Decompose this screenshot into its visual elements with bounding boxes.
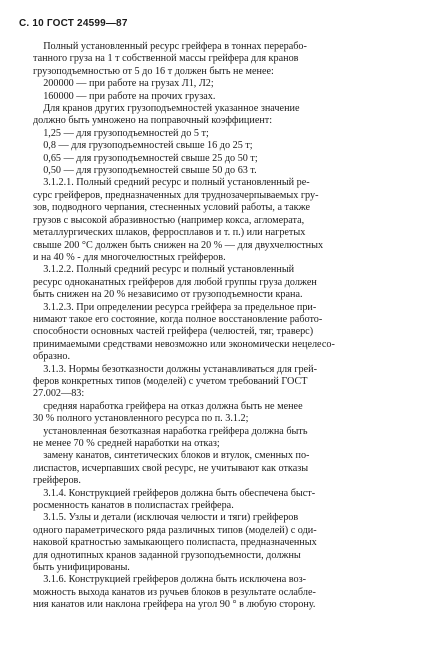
text-line: зов, подводного черпания, стесненных условий работы, а также (33, 202, 311, 214)
text-line: 160000 — при работе на прочих грузах. (33, 90, 216, 102)
text-line: свыше 200 °C должен быть снижен на 20 % — для двухчелюстных (33, 239, 324, 251)
text-line: росменность канатов в полиспастах грейфера. (33, 500, 234, 512)
text-line: 200000 — при работе на грузах Л1, Л2; (33, 78, 214, 90)
text-line: образно. (33, 351, 71, 363)
text-line: 0,65 — для грузоподъемностей свыше 25 до 50 т; (33, 152, 258, 164)
text-line: наковой кратностью замыкающего полиспаста, предназначенных (33, 537, 317, 549)
text-line: можность выхода канатов из ручьев блоков в результате ослабле- (33, 586, 316, 598)
text-line: быть снижен на 20 % независимо от грузоподъемности крана. (33, 289, 303, 301)
text-line: 3.1.2.1. Полный средний ресурс и полный установленный ре- (33, 177, 310, 189)
text-line: 3.1.6. Конструкцией грейферов должна быть исключена воз- (33, 574, 307, 586)
text-line: ресурс одноканатных грейферов для любой группы груза должен (33, 276, 317, 288)
document-body (33, 41, 405, 612)
text-line: 0,8 — для грузоподъемностей свыше 16 до 25 т; (33, 140, 253, 152)
text-line: 0,50 — для грузоподъемностей свыше 50 до 63 т. (33, 165, 257, 177)
text-line: не менее 70 % средней наработки на отказ; (33, 438, 220, 449)
text-line: нимают такое его состояние, когда полное восстановление работо- (33, 313, 323, 325)
text-line: Для кранов других грузоподъемностей указанное значение (33, 103, 300, 115)
text-line: 3.1.2.2. Полный средний ресурс и полный установленный (33, 264, 295, 276)
text-line: быть унифицированы. (33, 562, 130, 574)
text-line: 27.002—83: (33, 388, 85, 400)
text-line: принимаемыми средствами невозможно или экономически нецелесо- (33, 338, 335, 350)
text-line: лиспастов, исчерпавших свой ресурс, не учитывают как отказы (33, 462, 309, 474)
text-line: 3.1.5. Узлы и детали (исключая челюсти и тяги) грейферов (33, 512, 299, 524)
text-line: 3.1.4. Конструкцией грейферов должна быть обеспечена быст- (33, 487, 316, 499)
text-line: 3.1.3. Нормы безотказности должны устанавливаться для грей- (33, 363, 318, 375)
text-line: Полный установленный ресурс грейфера в тоннах перерабо- (33, 41, 307, 52)
text-line: грузоподъемностью от 5 до 16 т должен быть не менее: (33, 65, 274, 77)
text-line: должно быть умножено на поправочный коэффициент: (33, 115, 273, 127)
text-line: одного параметрического ряда различных типов (моделей) с оди- (33, 524, 317, 536)
page-header: С. 10 ГОСТ 24599—87 (19, 18, 128, 29)
text-line: танного груза на 1 т собственной массы грейфера для кранов (33, 53, 299, 65)
text-line: ния канатов или наклона грейфера на угол 90 ° в любую сторону. (33, 599, 316, 611)
text-line: установленная безотказная наработка грейфера должна быть (33, 425, 308, 437)
text-line: 3.1.2.3. При определении ресурса грейфера за предельное при- (33, 301, 317, 313)
text-line: для однотипных кранов заданной грузоподъемности, должны (33, 549, 301, 561)
text-line: феров конкретных типов (моделей) с учетом требований ГОСТ (33, 375, 308, 387)
text-line: 1,25 — для грузоподъемностей до 5 т; (33, 127, 209, 139)
text-line: грейферов. (33, 475, 81, 487)
text-line: замену канатов, синтетических блоков и втулок, сменных по- (33, 450, 310, 462)
text-line: сурс грейферов, предназначенных для труднозачерпываемых гру- (33, 189, 319, 201)
text-line: способности основных частей грейфера (челюстей, тяг, траверс) (33, 326, 314, 338)
text-line: средняя наработка грейфера на отказ должна быть не менее (33, 400, 303, 412)
text-line: и на 40 % - для многочелюстных грейферов. (33, 251, 226, 263)
text-line: металлургических шлаков, ферросплавов и т. п.) или нагретых (33, 227, 306, 239)
text-line: грузов с высокой абразивностью (например кокса, агломерата, (33, 214, 305, 226)
text-line: 30 % полного установленного ресурса по п. 3.1.2; (33, 413, 249, 425)
